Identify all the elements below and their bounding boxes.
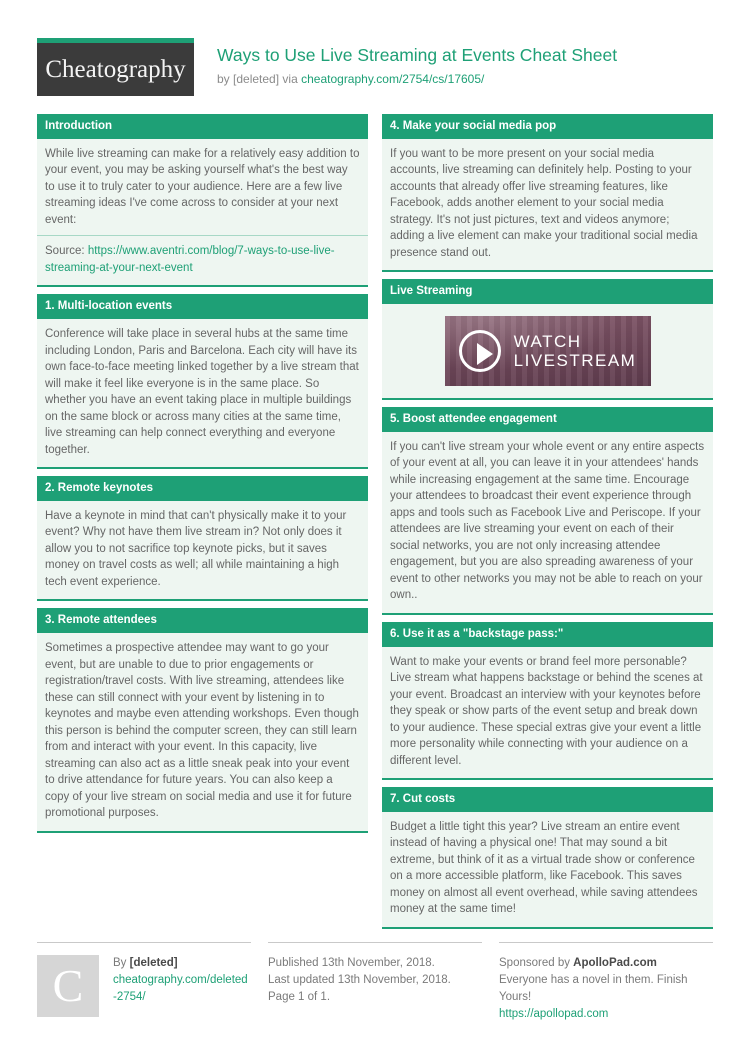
section-header <box>37 114 368 139</box>
published-date: Published 13th November, 2018. <box>268 956 435 969</box>
sponsor-tagline: Everyone has a novel in them. Finish Yours! <box>499 973 688 1003</box>
section-boost-engagement <box>382 407 713 615</box>
play-triangle-icon <box>477 343 493 365</box>
section-cut-costs <box>382 787 713 929</box>
footer-author-line <box>113 955 251 972</box>
section-text: Conference will take place in several hubs at the same time including London, Paris and Barcelona. Each city will have its own face-to-face meeting linked together by a live stream that will make it feel like everyone is in the same place. So whether you have an event taking place in multiple buildings on the same block or across many cities at the same time, live streaming can help connect everything and everyone together. <box>45 328 359 456</box>
livestream-thumbnail[interactable] <box>445 316 651 386</box>
sheet-url-link[interactable]: cheatography.com/2754/cs/17605/ <box>301 71 485 86</box>
sponsor-name: ApolloPad.com <box>573 956 657 969</box>
section-multi-location-events <box>37 294 368 469</box>
footer-author-info <box>113 955 251 1023</box>
section-body <box>37 501 368 600</box>
via-label: via <box>282 71 298 86</box>
page-footer <box>37 942 713 1023</box>
section-title: 6. Use it as a "backstage pass:" <box>390 627 564 640</box>
source-label: Source: <box>45 245 85 258</box>
section-body <box>382 812 713 927</box>
author-profile-link[interactable]: cheatography.com/deleted-2754/ <box>113 973 248 1003</box>
section-introduction <box>37 114 368 287</box>
by-label: by <box>217 71 230 86</box>
section-title: 5. Boost attendee engagement <box>390 413 557 426</box>
section-text: If you can't live stream your whole event or any entire aspects of your event at all, you can leave it in your attendees' hands while increasing engagement at the same time. Encourage your attendees to broadcast their event experience through apps and tools such as Facebook Live and Periscope. If your attendees are live streaming your event on each of their social networks, you are not only increasing attendee engagement, but you are also spreading awareness of your event to other networks you may not be able to reach on your own.. <box>390 440 705 602</box>
cheatography-logo[interactable] <box>37 38 194 96</box>
author-avatar[interactable] <box>37 955 99 1017</box>
section-body <box>37 319 368 467</box>
section-header <box>37 476 368 501</box>
play-icon <box>459 330 501 372</box>
author-name: [deleted] <box>129 956 178 969</box>
section-header <box>382 114 713 139</box>
section-text: Want to make your events or brand feel more personable? Live stream what happens backstage or behind the scenes at your event. Broadcast an interview with your keynotes before they speak or show parts of the event setup and break down to your audience. These special extras give your event a little more personality while connecting with your audience on a different level. <box>390 655 703 767</box>
section-title: 3. Remote attendees <box>45 614 157 627</box>
section-header <box>382 279 713 304</box>
page-header <box>37 38 713 96</box>
section-header <box>37 608 368 633</box>
left-column <box>37 114 368 840</box>
sponsor-label: Sponsored by <box>499 956 570 969</box>
source-line <box>45 243 360 276</box>
footer-sponsor-column <box>499 942 713 1023</box>
source-url-link[interactable]: https://www.aventri.com/blog/7-ways-to-use-live-streaming-at-your-next-event <box>45 245 335 274</box>
sponsor-line <box>499 955 713 972</box>
section-body <box>37 633 368 831</box>
section-text: Budget a little tight this year? Live stream an entire event instead of having a physical one! That may sound a bit extreme, but think of it as a virtual trade show or conference on a more accessible platform, like Facebook. This saves money on almost all event overhead, while saving attendees money at the same time! <box>390 820 698 916</box>
section-text: Sometimes a prospective attendee may want to go your event, but are unable to due to prior engagements or registration/travel costs. With live streaming, attendees like these can still connect with your event by listening in to keynotes and maybe even attending workshops. Even though this person is behind the computer screen, they can still learn from and interact with your event. In this capacity, live streaming can also act as a little sneak peak into your event to drive attendance for future years. You can also keep a copy of your live stream on social media and use it for future promotional purposes. <box>45 642 359 820</box>
footer-publish-column <box>268 942 482 1023</box>
section-text: While live streaming can make for a relatively easy addition to your event, you may be asking yourself what's the best way to use it to truly cater to your audience. Here are a few live streaming ideas I've come across to consider at your next event: <box>45 147 360 226</box>
section-text: If you want to be more present on your social media accounts, live streaming can definitely help. Posting to your accounts that already offer live streaming features, like Facebook, adds another element to your social media strategy. It's not just pictures, text and videos anymore; adding a live element can make your traditional social media presence stand out. <box>390 147 698 259</box>
section-title: 4. Make your social media pop <box>390 120 557 132</box>
content-columns <box>37 114 713 936</box>
watch-livestream-label <box>514 332 637 370</box>
section-title: 1. Multi-location events <box>45 300 173 313</box>
section-social-media-pop <box>382 114 713 272</box>
byline <box>217 72 617 86</box>
divider <box>37 235 368 236</box>
section-body <box>382 139 713 271</box>
section-title: Live Streaming <box>390 285 473 298</box>
livestream-line: LIVESTREAM <box>513 351 637 371</box>
by-label: By <box>113 956 127 969</box>
section-body <box>382 304 713 398</box>
author-name: [deleted] <box>233 71 280 86</box>
page-title: Ways to Use Live Streaming at Events Cheat Sheet <box>217 45 618 65</box>
header-text <box>217 38 617 86</box>
section-header <box>37 294 368 319</box>
section-header <box>382 622 713 647</box>
section-title: 7. Cut costs <box>390 793 456 806</box>
section-remote-keynotes <box>37 476 368 601</box>
updated-date: Last updated 13th November, 2018. <box>268 973 451 986</box>
section-body <box>37 139 368 286</box>
footer-author-column <box>37 942 251 1023</box>
section-body <box>382 647 713 779</box>
section-remote-attendees <box>37 608 368 832</box>
sponsor-url-link[interactable]: https://apollopad.com <box>499 1007 609 1020</box>
section-title: 2. Remote keynotes <box>45 482 154 495</box>
logo-text: Cheatography <box>45 55 186 83</box>
watch-line: WATCH <box>513 332 582 352</box>
section-backstage-pass <box>382 622 713 780</box>
page-count: Page 1 of 1. <box>268 990 331 1003</box>
section-live-streaming <box>382 279 713 400</box>
avatar-letter: C <box>52 960 84 1012</box>
section-title: Introduction <box>45 120 113 132</box>
section-text: Have a keynote in mind that can't physically make it to your event? Why not have them live stream in? Not only does it allow you to not sacrifice top keynote picks, but it saves money on travel costs as well; all while maintaining a high tech event experience. <box>45 509 347 588</box>
section-header <box>382 787 713 812</box>
right-column <box>382 114 713 936</box>
section-header <box>382 407 713 432</box>
section-body <box>382 432 713 613</box>
